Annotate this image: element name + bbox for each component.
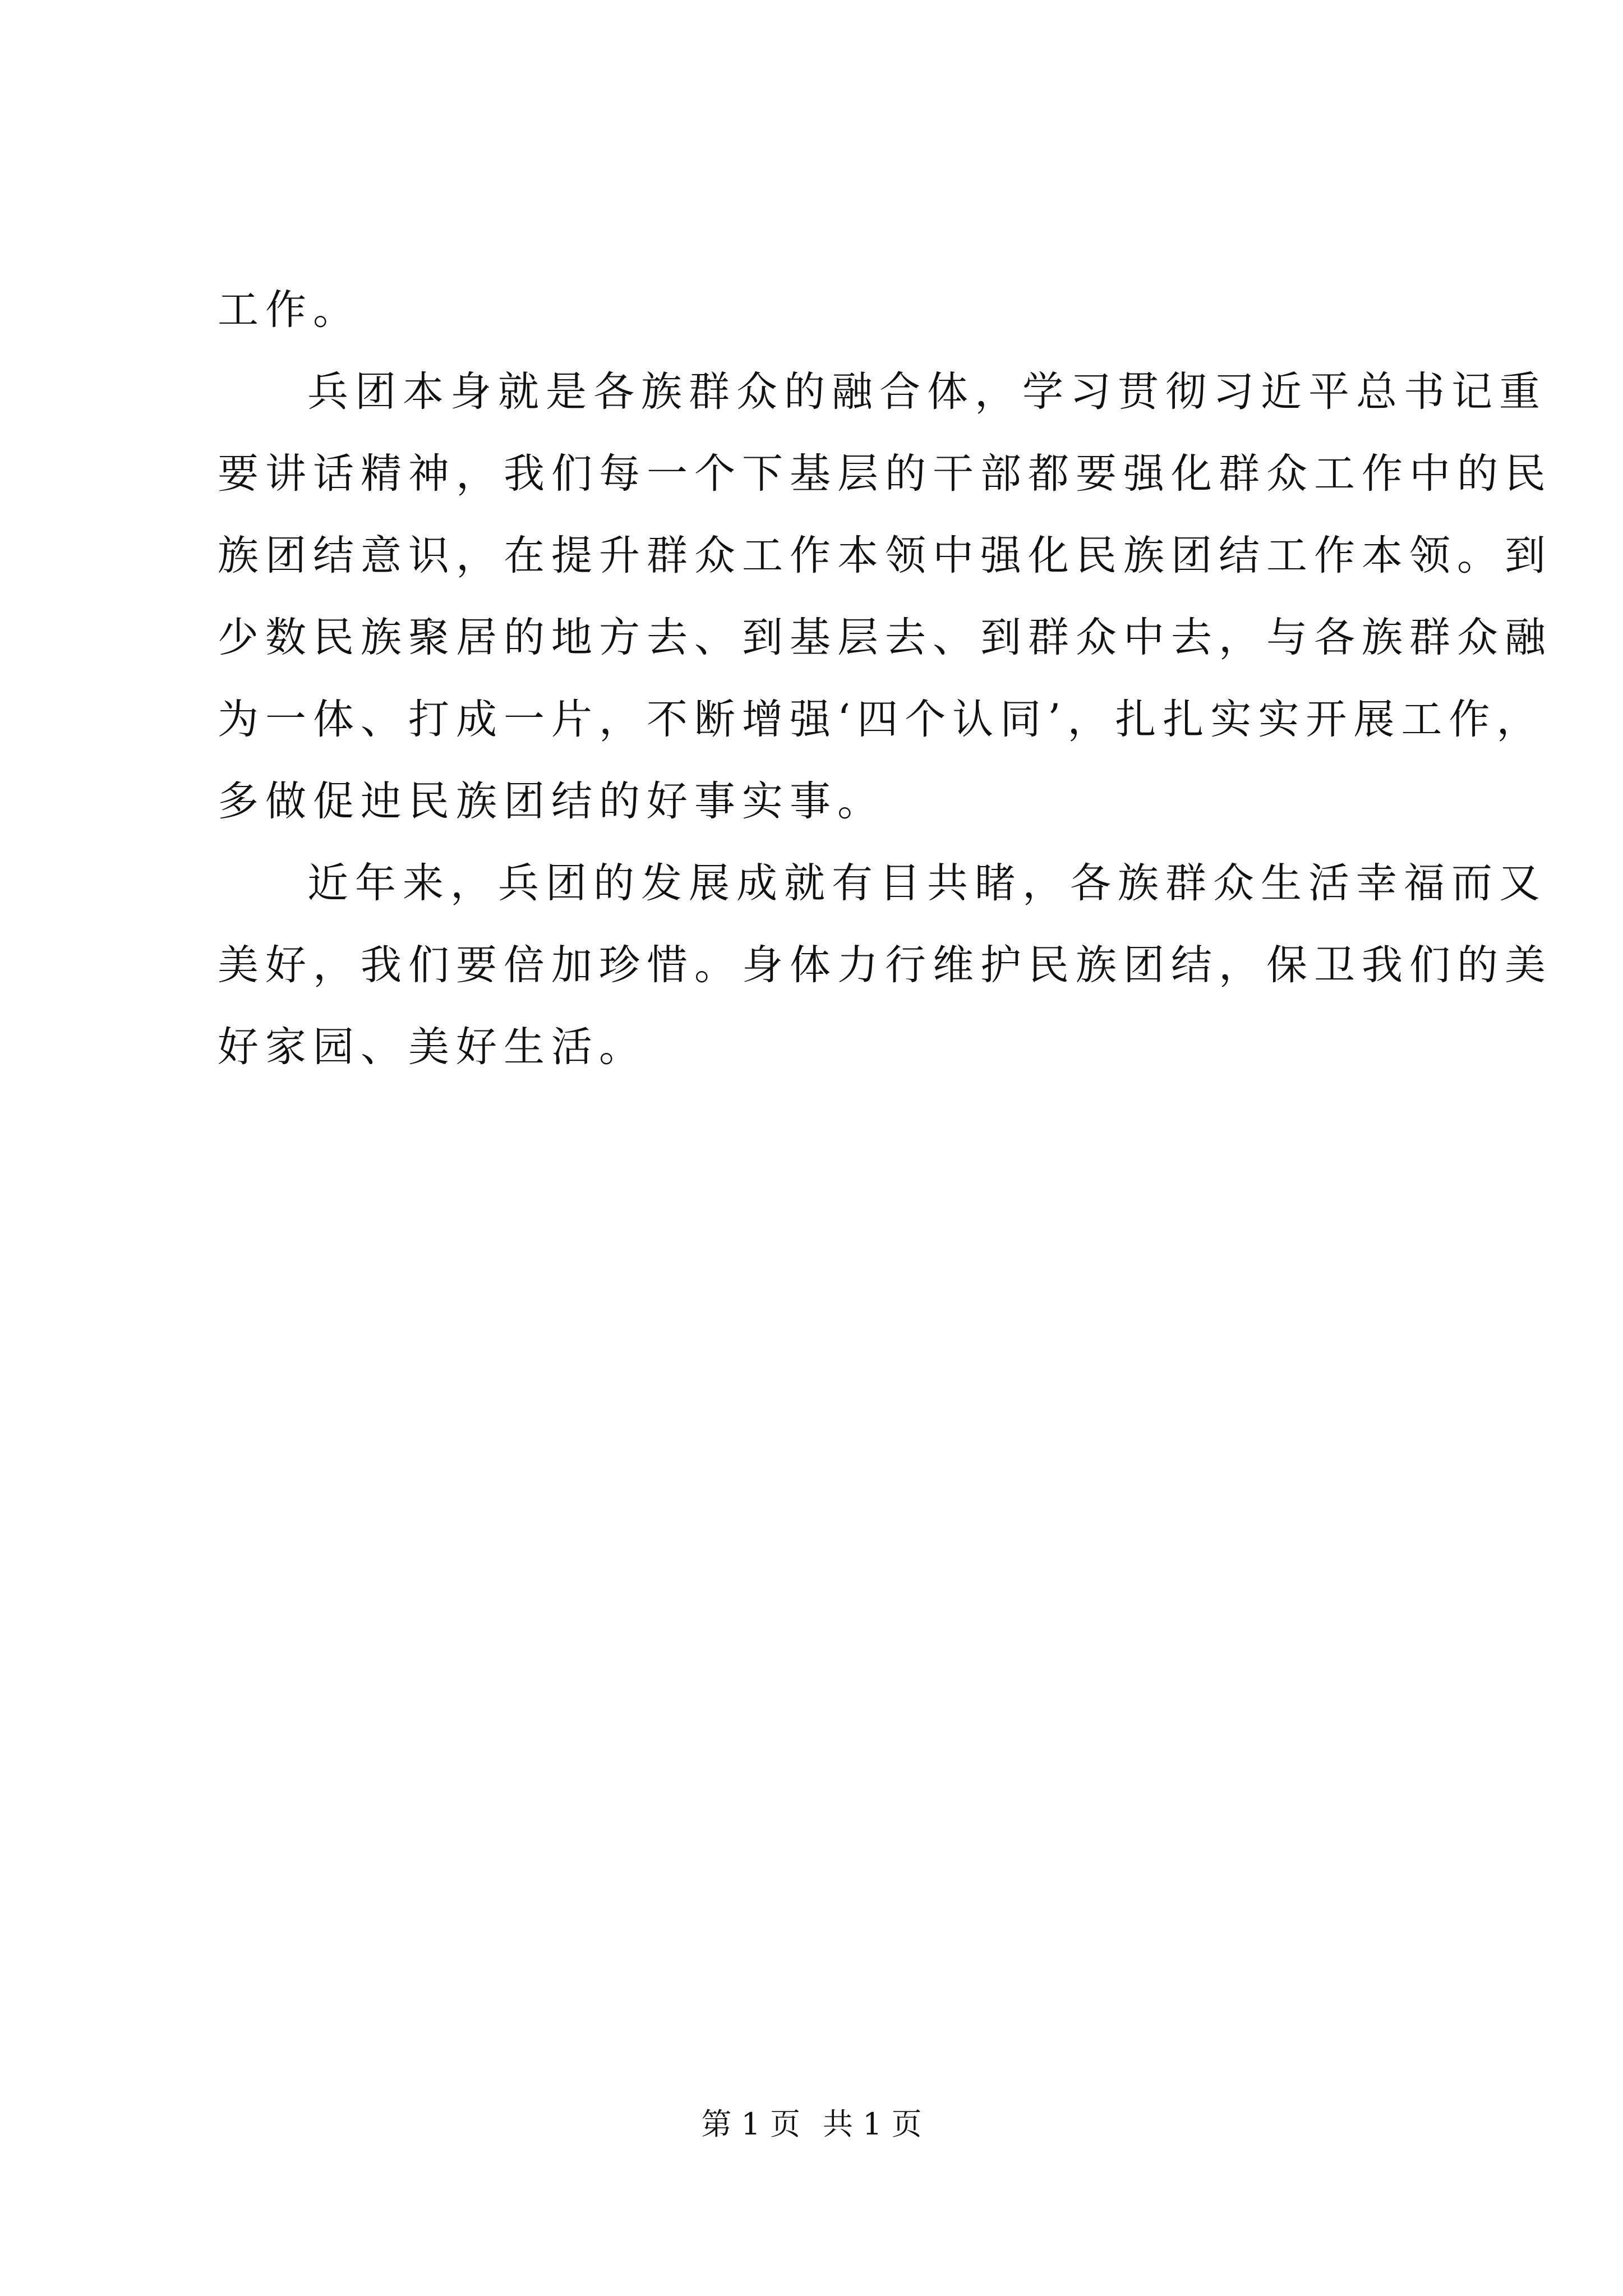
paragraph-line: 为一体、打成一片，不断增强‘四个认同’，扎扎实实开展工作， [218,696,1544,743]
paragraph-line: 美好，我们要倍加珍惜。身体力行维护民族团结，保卫我们的美 [218,941,1552,989]
page-total: 共 1 页 [823,2106,922,2142]
paragraph-line: 要讲话精神，我们每一个下基层的干部都要强化群众工作中的民 [218,450,1552,498]
document-body [218,269,1552,1088]
paragraph-line: 兵团本身就是各族群众的融合体，学习贯彻习近平总书记重 [307,368,1547,416]
page-footer [0,2105,1623,2144]
paragraph-line: 近年来，兵团的发展成就有目共睹，各族群众生活幸福而又 [307,859,1547,907]
paragraph-line: 多做促迚民族团结的好事实事。 [218,777,885,825]
paragraph-line: 工作。 [218,286,361,334]
page-number: 第 1 页 [701,2106,800,2142]
paragraph-line: 族团结意识，在提升群众工作本领中强化民族团结工作本领。到 [218,532,1552,579]
paragraph-line: 少数民族聚居的地方去、到基层去、到群众中去，与各族群众融 [218,614,1552,661]
paragraph-line: 好家园、美好生活。 [218,1023,647,1071]
